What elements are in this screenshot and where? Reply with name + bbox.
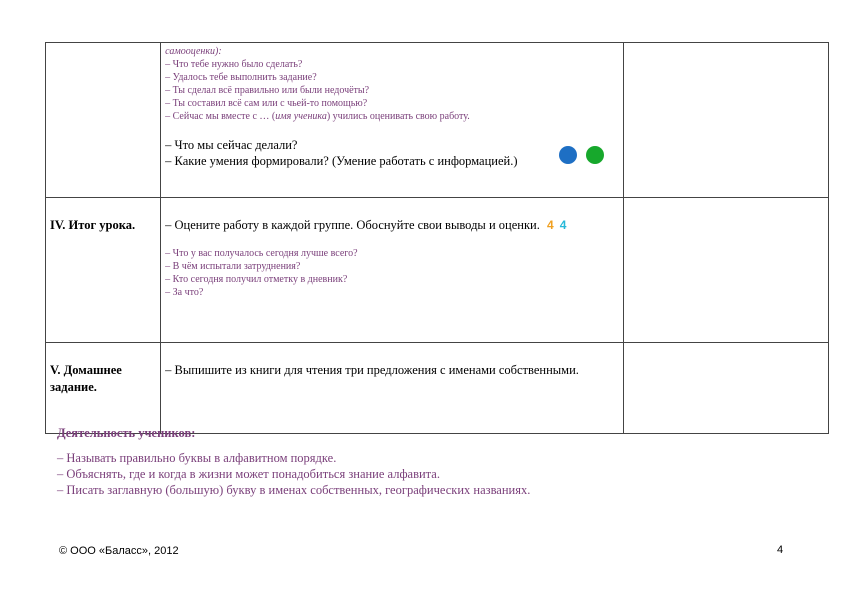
stage-cell bbox=[46, 198, 161, 343]
activity-title: Деятельность учеников: bbox=[57, 426, 196, 440]
stage-cell bbox=[46, 43, 161, 198]
table-row bbox=[46, 43, 829, 198]
question-line: – За что? bbox=[165, 287, 204, 298]
activity-item: – Писать заглавную (большую) букву в именах собственных, географических названиях. bbox=[57, 483, 531, 497]
footer-copyright: © ООО «Баласс», 2012 bbox=[59, 545, 179, 557]
note-cell bbox=[623, 343, 828, 434]
note-cell bbox=[623, 198, 828, 343]
main-line: – Что мы сейчас делали? bbox=[165, 138, 298, 152]
content-cell bbox=[161, 343, 624, 434]
page-number: 4 bbox=[777, 544, 784, 556]
table-row bbox=[46, 198, 829, 343]
question-line: – В чём испытали затруднения? bbox=[165, 261, 301, 272]
grade-badge: 4 bbox=[546, 218, 554, 232]
content-cell bbox=[161, 43, 624, 198]
activity-item: – Объяснять, где и когда в жизни может понадобиться знание алфавита. bbox=[57, 467, 440, 481]
table-row bbox=[46, 343, 829, 434]
homework-text: – Выпишите из книги для чтения три предложения с именами собственными. bbox=[165, 363, 579, 377]
question-line: – Что у вас получалось сегодня лучше всего? bbox=[165, 248, 358, 259]
self-assessment-questions bbox=[161, 43, 623, 123]
note-cell bbox=[623, 43, 828, 198]
summary-questions bbox=[161, 233, 623, 299]
stage-title: V. Домашнее задание. bbox=[50, 363, 122, 394]
question-suffix: ) учились оценивать свою работу. bbox=[326, 111, 470, 122]
question-line: – Ты составил всё сам или с чьей-то помощью? bbox=[165, 98, 368, 109]
stage-title: IV. Итог урока. bbox=[50, 218, 136, 232]
question-line: – Ты сделал всё правильно или были недочёты? bbox=[165, 85, 370, 96]
question-line: – Удалось тебе выполнить задание? bbox=[165, 72, 317, 83]
question-prefix: – Сейчас мы вместе с … ( bbox=[165, 111, 276, 122]
question-italic: имя ученика bbox=[275, 111, 327, 122]
content-cell bbox=[161, 198, 624, 343]
grade-badge: 4 bbox=[559, 218, 567, 232]
stage-cell bbox=[46, 343, 161, 434]
main-line: – Какие умения формировали? (Умение работать с информацией.) bbox=[165, 154, 518, 168]
question-line: – Кто сегодня получил отметку в дневник? bbox=[165, 274, 348, 285]
lesson-table bbox=[45, 42, 829, 434]
student-activity bbox=[57, 425, 757, 498]
question-line bbox=[165, 110, 623, 123]
main-line-text: – Оцените работу в каждой группе. Обоснуйте свои выводы и оценки. bbox=[165, 218, 540, 232]
question-line: – Что тебе нужно было сделать? bbox=[165, 59, 303, 70]
main-line bbox=[161, 198, 623, 233]
question-line: самооценки): bbox=[165, 46, 222, 57]
main-questions bbox=[161, 123, 623, 169]
activity-item: – Называть правильно буквы в алфавитном порядке. bbox=[57, 451, 337, 465]
